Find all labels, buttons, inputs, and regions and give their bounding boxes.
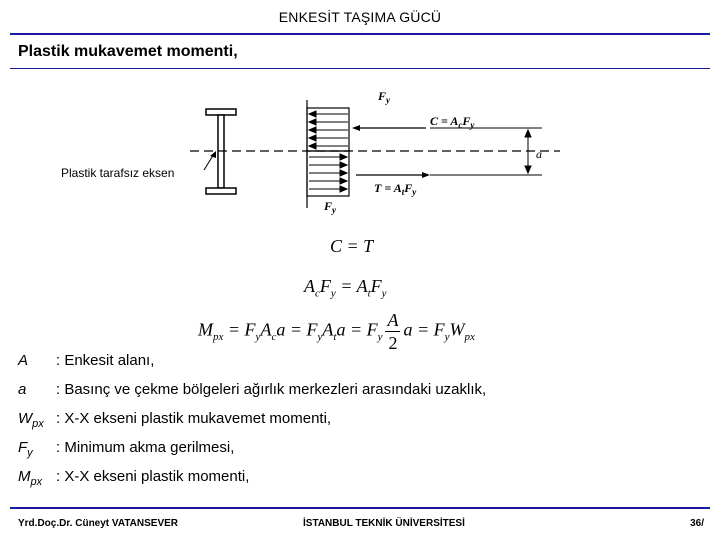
equation-c-equals-t: C = T	[330, 236, 374, 256]
definition-text: : Minimum akma gerilmesi,	[56, 439, 235, 456]
fy-top-label: $F_y$	[378, 90, 391, 105]
header-rule	[10, 33, 710, 35]
compression-arrows	[309, 111, 348, 149]
neutral-axis-label: Plastik tarafsız eksen	[61, 166, 175, 180]
definition-symbol: $W_{px}$	[18, 410, 44, 430]
section-title: Plastik mukavemet momenti,	[18, 43, 238, 60]
equation-force-balance: $A_cF_y = A_tF_y$	[304, 276, 387, 300]
equation-plastic-moment: $M_{px} = F_yA_ca = F_yA_ta = F_y$ $\frac{A}{2}$ $a = F_yW_{px}$	[198, 310, 475, 353]
footer-institution: İSTANBUL TEKNİK ÜNİVERSİTESİ	[303, 518, 465, 529]
tension-label: $T = A_tF_y$	[374, 181, 417, 197]
compression-label: $C = A_cF_y$	[430, 114, 475, 130]
definition-text: : Basınç ve çekme bölgeleri ağırlık merkezleri arasındaki uzaklık,	[56, 381, 487, 398]
section-rule	[10, 68, 710, 69]
lever-arm-label: a	[536, 147, 542, 161]
fy-bottom-label: $F_y$	[324, 199, 337, 215]
definition-symbol: a	[18, 381, 27, 398]
definition-text: : X-X ekseni plastik momenti,	[56, 468, 250, 485]
definition-text: : Enkesit alanı,	[56, 352, 155, 369]
definition-text: : X-X ekseni plastik mukavemet momenti,	[56, 410, 332, 427]
tension-arrows	[309, 154, 347, 192]
footer-author: Yrd.Doç.Dr. Cüneyt VATANSEVER	[18, 518, 179, 529]
definition-symbol: $M_{px}$	[18, 468, 43, 488]
definition-symbol: $F_y$	[18, 439, 33, 459]
fraction-a-over-2: $\frac{A}{2}$	[387, 310, 399, 353]
footer-rule	[10, 507, 710, 509]
plastic-stress-diagram	[190, 90, 560, 230]
page-title: ENKESİT TAŞIMA GÜCÜ	[278, 9, 442, 25]
page-number: 36/	[690, 518, 704, 529]
definition-symbol: A	[18, 352, 29, 369]
